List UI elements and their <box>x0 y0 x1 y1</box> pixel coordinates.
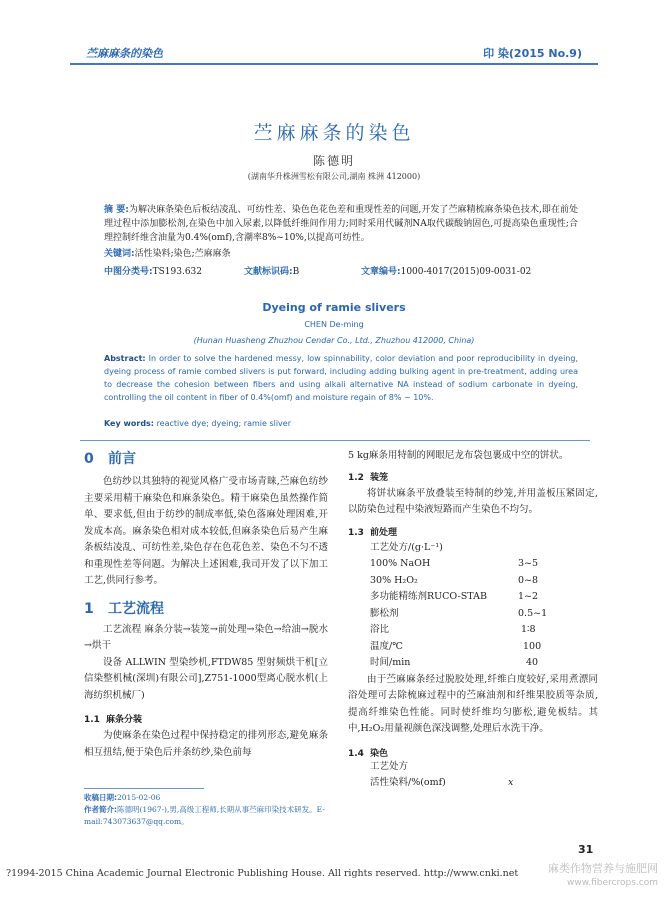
copyright-footer: ?1994-2015 China Academic Journal Electronic Publishing House. All rights reserved. http://www.cnki.net <box>6 868 519 879</box>
english-abstract-text: In order to solve the hardened messy, low spinnability, color deviation and poor reproducibility in dyeing, dyeing process of ramie combed slivers is put forward, including adding bulking agent in pre-treatment, adding urea to decrease the cohesion between fibers and using alkali alternative NA instead of sodium carbonate in dyeing, controlling the oil content in fiber of 0.4%(omf) and moisture regain of 8% ~ 10%. <box>104 354 578 402</box>
recipe-row: 多功能精练剂RUCO-STAB 1~2 <box>370 591 539 602</box>
running-header-title: 苎麻麻条的染色 <box>86 47 163 60</box>
section-1-heading: 1 工艺流程 <box>84 600 164 617</box>
section-0-paragraph: 色纺纱以其独特的视觉风格广受市场青睐,苎麻色纺纱主要采用精干麻染色和麻条染色。精干麻染色虽然操作简单、要求低,但由于纺纱的制成率低,染色落麻处理困难,开发成本高。麻条染色相对成本较低,但麻条染色后易产生麻条板结凌乱、可纺性差,染色存在色花色差、染色不匀不透和重现性差等问题。为解决上述困难,我司开发了以下加工工艺,供同行参考。 <box>84 476 328 586</box>
dyeing-recipe-title: 工艺处方 <box>370 760 409 772</box>
section-divider <box>80 440 590 441</box>
watermark <box>528 862 658 890</box>
recipe-row: 100% NaOH 3~5 <box>370 558 539 569</box>
recipe-row: 30% H₂O₂ 0~8 <box>370 574 539 586</box>
clc-value: TS193.632 <box>152 267 202 277</box>
section-1-2-heading: 1.2 装笼 <box>348 472 389 483</box>
keywords-cn-text: 活性染料;染色;苎麻麻条 <box>134 249 231 259</box>
section-0-heading: 0 前言 <box>84 451 136 467</box>
english-abstract-label: Abstract: <box>104 354 146 363</box>
recipe-row: 膨松剂 0.5~1 <box>370 607 548 619</box>
doc-code-value: B <box>292 267 300 277</box>
author-bio-label: 作者简介: <box>84 805 117 814</box>
article-affiliation: (湖南华升株洲雪松有限公司,湖南 株洲 412000) <box>247 172 421 181</box>
section-1-3-heading: 1.3 前处理 <box>348 527 398 538</box>
recipe-row: 浴比 1∶8 <box>370 624 536 635</box>
english-author: CHEN De-ming <box>304 320 364 329</box>
keywords-cn <box>104 246 231 259</box>
article-number-value: 1000-4017(2015)09-0031-02 <box>400 267 532 277</box>
english-abstract <box>104 352 578 404</box>
clc-label: 中图分类号: <box>104 267 153 277</box>
abstract-cn <box>104 203 578 245</box>
received-label: 收稿日期: <box>84 793 117 802</box>
watermark-line-1: 麻类作物营养与施肥网 <box>548 862 658 875</box>
article-author: 陈德明 <box>312 154 355 168</box>
english-keywords <box>104 419 291 428</box>
page-number: 31 <box>578 843 594 856</box>
dyeing-recipe <box>348 759 598 792</box>
doc-code-label: 文献标识码: <box>244 267 293 277</box>
recipe-row: 活性染料/%(omf) x <box>370 777 514 788</box>
section-1-3-paragraph: 由于苎麻麻条经过脱胶处理,纤维白度较好,采用煮漂同浴处理可去除梳麻过程中的苎麻油剂和纤维果胶质等杂质,提高纤维染色性能。同时使纤维均匀膨松,避免板结。其中,H₂O₂用量视颜色深浅调整,处理后水洗干净。 <box>348 673 598 734</box>
footnote-rule <box>84 788 204 789</box>
running-header-journal: 印 染(2015 No.9) <box>483 47 582 60</box>
recipe-row: 温度/℃ 100 <box>370 640 542 652</box>
section-1-1-paragraph: 为使麻条在染色过程中保持稳定的排列形态,避免麻条相互扭结,便于染色后并条纺纱,染色前每 <box>84 730 328 758</box>
english-keywords-label: Key words: <box>104 419 155 428</box>
keywords-cn-label: 关键词: <box>104 249 135 259</box>
english-affiliation: (Hunan Huasheng Zhuzhou Cendar Co., Ltd., Zhuzhou 412000, China) <box>193 336 475 345</box>
english-title: Dyeing of ramie slivers <box>262 301 406 314</box>
header-rule <box>70 63 598 65</box>
section-1-1-heading: 1.1 麻条分装 <box>84 715 143 725</box>
right-column-continued-text: 5 kg麻条用特制的网眼尼龙布袋包裹成中空的饼状。 <box>348 450 569 461</box>
watermark-line-2: www.fibercrops.com <box>567 878 658 888</box>
recipe-title: 工艺处方/(g·L⁻¹) <box>370 541 443 553</box>
section-1-4-heading: 1.4 染色 <box>348 748 389 759</box>
abstract-cn-label: 摘 要: <box>104 205 129 215</box>
pretreatment-recipe <box>348 540 598 672</box>
footnote <box>84 792 332 828</box>
section-1-process-paragraph: 工艺流程 麻条分装→装笼→前处理→染色→给油→脱水→烘干 <box>84 623 328 651</box>
section-1-2-paragraph: 将饼状麻条平放叠装至特制的纱笼,并用盖板压紧固定,以防染色过程中染液短路而产生染色不均匀。 <box>348 487 598 515</box>
recipe-row: 时间/min 40 <box>370 657 539 668</box>
right-column <box>348 448 598 792</box>
section-1-equipment-paragraph: 设备 ALLWIN 型染纱机,FTDW85 型射频烘干机[立信染整机械(深圳)有限公司],Z751-1000型离心脱水机(上海纺织机械厂) <box>84 656 328 701</box>
article-title: 苎麻麻条的染色 <box>253 122 415 144</box>
english-keywords-text: reactive dye; dyeing; ramie sliver <box>156 419 292 428</box>
article-number-label: 文章编号: <box>361 267 401 277</box>
received-date: 2015-02-06 <box>117 793 161 802</box>
left-column <box>84 448 328 761</box>
author-bio-text: 陈德明(1967-),男,高级工程师,长期从事苎麻印染技术研发。E-mail:743073637@qq.com。 <box>84 805 325 826</box>
abstract-cn-text: 为解决麻条染色后板结凌乱、可纺性差、染色色花色差和重现性差的问题,开发了苎麻精梳麻条染色技术,即在前处理过程中添加膨松剂,在染色中加入尿素,以降低纤维间作用力;同时采用代碱剂NA取代碳酸钠固色,可提高染色重现性;合理控制纤维含油量为0.4%(omf),含潮率8%~10%,以提高可纺性。 <box>104 205 578 243</box>
